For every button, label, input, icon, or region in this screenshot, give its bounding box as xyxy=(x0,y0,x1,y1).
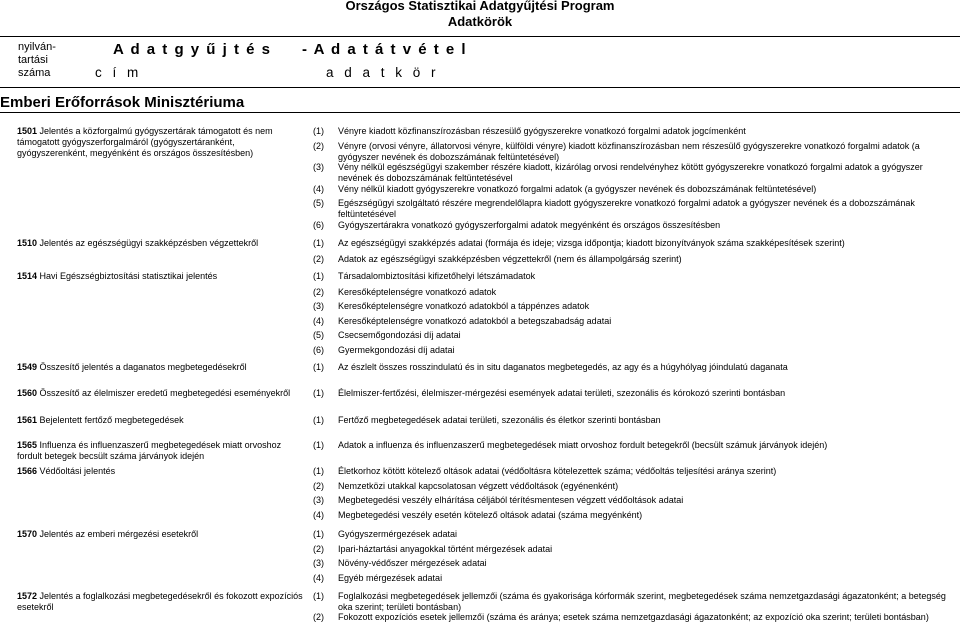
header-transfer-subtitle: a d a t k ö r xyxy=(326,65,440,80)
entry-title-1514 xyxy=(17,271,303,282)
item-description: Vény nélkül kiadott gyógyszerekre vonatkozó forgalmi adatok (a gyógyszer nevének és dobozszámának feltüntetésével) xyxy=(338,184,817,194)
entry-code: 1501 xyxy=(17,126,38,136)
item-description: Egyéb mérgezések adatai xyxy=(338,573,443,583)
item-number: (3) xyxy=(313,162,324,172)
header-collection-subtitle: c í m xyxy=(95,65,142,80)
entry-title-1560 xyxy=(17,388,303,399)
ministry-rule xyxy=(0,112,960,113)
entry-code: 1570 xyxy=(17,529,38,539)
item-number: (2) xyxy=(313,254,324,264)
item-description: Gyógyszertárakra vonatkozó gyógyszerforgalmi adatok megyénként és országos összesítésben xyxy=(338,220,721,230)
item-description: Nemzetközi utakkal kapcsolatosan végzett védőoltások (egyénenként) xyxy=(338,481,619,491)
item-number: (1) xyxy=(313,271,324,281)
item-description: Fokozott expozíciós esetek jellemzői (száma és aránya; esetek száma nemzetgazdasági ágazatonként; az expozíció oka szerint; területi bontásban) xyxy=(338,612,929,622)
item-number: (1) xyxy=(313,126,324,136)
page-title: Országos Statisztikai Adatgyűjtési Program xyxy=(345,0,615,13)
item-number: (4) xyxy=(313,316,324,326)
entry-title-1510 xyxy=(17,238,303,249)
item-description: Az egészségügyi szakképzés adatai (formája és ideje; vizsga időpontja; kiadott bizonyítványok száma szakképesítések szerint) xyxy=(338,238,845,248)
item-number: (1) xyxy=(313,362,324,372)
item-description: Adatok a influenza és influenzaszerű megbetegedések miatt orvoshoz fordult betegekről (becsült számuk járványok idején) xyxy=(338,440,828,450)
item-description: Egészségügyi szolgáltató részére megrendelőlapra kiadott gyógyszerekre vonatkozó forgalmi adatok a gyógyszer nevének és a dobozszámának feltüntetésével xyxy=(338,198,915,219)
item-description: Megbetegedési veszély elhárítása céljából térítésmentesen végzett védőoltások adatai xyxy=(338,495,684,505)
entry-title-1570 xyxy=(17,529,303,540)
item-description: Megbetegedési veszély esetén kötelező oltások adatai (száma megyénként) xyxy=(338,510,643,520)
entry-title-1566 xyxy=(17,466,303,477)
entry-title-text: Összesítő az élelmiszer eredetű megbetegedési eseményekről xyxy=(37,388,291,398)
entry-code: 1510 xyxy=(17,238,38,248)
entry-title-text: Jelentés a foglalkozási megbetegedésekről és fokozott expozíciós esetekről xyxy=(17,591,303,612)
header-reg-number-line2: tartási xyxy=(18,54,48,66)
item-number: (4) xyxy=(313,573,324,583)
item-number: (1) xyxy=(313,440,324,450)
entry-title-1565 xyxy=(17,440,303,462)
item-description: Keresőképtelenségre vonatkozó adatok xyxy=(338,287,497,297)
entry-code: 1560 xyxy=(17,388,38,398)
entry-title-text: Jelentés a közforgalmú gyógyszertárak támogatott és nem támogatott gyógyszerforgalmáról (gyógyszertáranként, gyógyszerenként, megyénként és országos összesítésben) xyxy=(17,126,273,158)
item-description: Vényre (orvosi vényre, állatorvosi vényre, külföldi vényre) kiadott közfinanszírozásban nem részesülő gyógyszerekre vonatkozó forgalmi adatok (a gyógyszer nevének és dobozszámának feltüntetésével) xyxy=(338,141,920,162)
entry-code: 1572 xyxy=(17,591,38,601)
item-number: (1) xyxy=(313,415,324,425)
entry-title-text: Havi Egészségbiztosítási statisztikai jelentés xyxy=(37,271,218,281)
item-description: Élelmiszer-fertőzési, élelmiszer-mérgezési események adatai területi, szezonális és kórokozó szerinti bontásban xyxy=(338,388,786,398)
item-description: Vény nélkül egészségügyi szakember részére kiadott, kizárólag orvosi rendelvényhez kötött gyógyszerekre vonatkozó forgalmi adatok a gyógyszer nevének és dobozszámának feltüntetésével xyxy=(338,162,923,183)
item-number: (1) xyxy=(313,238,324,248)
entry-code: 1565 xyxy=(17,440,38,450)
entry-title-1549 xyxy=(17,362,303,373)
item-number: (5) xyxy=(313,330,324,340)
entry-code: 1549 xyxy=(17,362,38,372)
page-subtitle: Adatkörök xyxy=(447,14,513,29)
entry-code: 1514 xyxy=(17,271,38,281)
item-description: Adatok az egészségügyi szakképzésben végzettekről (nem és állampolgárság szerint) xyxy=(338,254,682,264)
entry-title-text: Összesítő jelentés a daganatos megbetegedésekről xyxy=(37,362,247,372)
item-description: Csecsemőgondozási díj adatai xyxy=(338,330,461,340)
item-number: (2) xyxy=(313,141,324,151)
item-number: (1) xyxy=(313,466,324,476)
entry-title-text: Jelentés az egészségügyi szakképzésben végzettekről xyxy=(37,238,259,248)
header-bottom-rule xyxy=(0,87,960,88)
item-number: (4) xyxy=(313,184,324,194)
ministry-heading: Emberi Erőforrások Minisztériuma xyxy=(0,94,245,111)
item-description: Az észlelt összes rosszindulatú és in situ daganatos megbetegedés, az agy és a húgyhólyag jóindulatú daganata xyxy=(338,362,788,372)
item-description: Társadalombiztosítási kifizetőhelyi létszámadatok xyxy=(338,271,536,281)
item-number: (3) xyxy=(313,558,324,568)
item-number: (2) xyxy=(313,481,324,491)
item-description: Vényre kiadott közfinanszírozásban részesülő gyógyszerekre vonatkozó forgalmi adatok jogcímenként xyxy=(338,126,746,136)
item-description: Foglalkozási megbetegedések jellemzői (száma és gyakorisága kórformák szerint, megbetegedések száma nemzetgazdasági ágazatonként; a betegség oka szerint; területi bontásban) xyxy=(338,591,946,612)
item-number: (1) xyxy=(313,529,324,539)
item-number: (5) xyxy=(313,198,324,208)
item-description: Gyógyszermérgezések adatai xyxy=(338,529,458,539)
item-number: (6) xyxy=(313,345,324,355)
item-description: Életkorhoz kötött kötelező oltások adatai (védőoltásra kötelezettek száma; védőoltás teljesítési aránya szerint) xyxy=(338,466,777,476)
entry-title-1501 xyxy=(17,126,303,159)
item-description: Keresőképtelenségre vonatkozó adatokból a betegszabadság adatai xyxy=(338,316,612,326)
item-description: Növény-védőszer mérgezések adatai xyxy=(338,558,487,568)
header-reg-number-line1: nyilván- xyxy=(18,41,56,53)
entry-title-1572 xyxy=(17,591,303,613)
item-description: Ipari-háztartási anyagokkal történt mérgezések adatai xyxy=(338,544,553,554)
entry-title-1561 xyxy=(17,415,303,426)
item-number: (2) xyxy=(313,287,324,297)
header-collection-title: A d a t g y ű j t é s xyxy=(113,41,272,58)
header-transfer-title: - A d a t á t v é t e l xyxy=(302,41,468,58)
item-number: (2) xyxy=(313,612,324,622)
item-number: (6) xyxy=(313,220,324,230)
entry-title-text: Védőoltási jelentés xyxy=(37,466,116,476)
item-number: (3) xyxy=(313,495,324,505)
header-reg-number-line3: száma xyxy=(18,67,51,79)
entry-code: 1566 xyxy=(17,466,38,476)
item-number: (1) xyxy=(313,591,324,601)
entry-code: 1561 xyxy=(17,415,38,425)
item-number: (2) xyxy=(313,544,324,554)
header-top-rule xyxy=(0,36,960,37)
entry-title-text: Influenza és influenzaszerű megbetegedések miatt orvoshoz fordult betegek becsült száma járványok idején xyxy=(17,440,282,461)
item-description: Keresőképtelenségre vonatkozó adatokból a táppénzes adatok xyxy=(338,301,590,311)
item-description: Gyermekgondozási díj adatai xyxy=(338,345,455,355)
item-description: Fertőző megbetegedések adatai területi, szezonális és életkor szerinti bontásban xyxy=(338,415,661,425)
item-number: (4) xyxy=(313,510,324,520)
entry-title-text: Bejelentett fertőző megbetegedések xyxy=(37,415,184,425)
item-number: (1) xyxy=(313,388,324,398)
entry-title-text: Jelentés az emberi mérgezési esetekről xyxy=(37,529,199,539)
item-number: (3) xyxy=(313,301,324,311)
